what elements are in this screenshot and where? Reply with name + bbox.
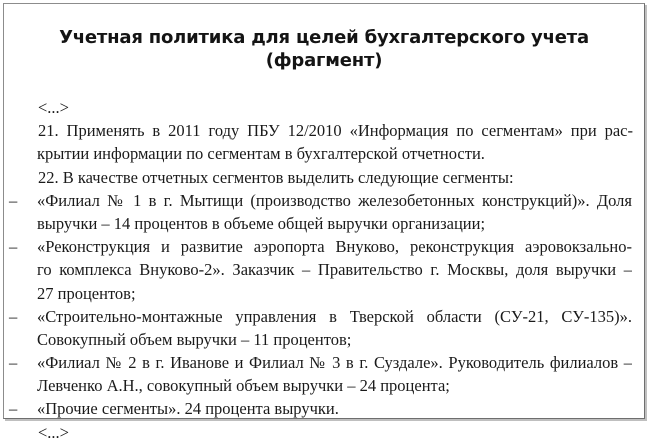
list-item-3-line-1: – «Строительно-монтажные управления в Тверской области (СУ-21, СУ-135)». xyxy=(4,305,646,328)
ellipsis-top: <...> xyxy=(38,98,69,117)
list-item-3-line-2: Совокупный объем выручки – 11 процентов; xyxy=(37,329,352,349)
list-dash: – xyxy=(9,237,18,257)
list-item-2-line-1: – «Реконструкция и развитие аэропорта Внуково, реконструкция аэровокзально- xyxy=(4,235,646,258)
list-item-1-line-2: выручки – 14 процентов в объеме общей выручки организации; xyxy=(37,213,486,233)
paragraph-22: 22. В качестве отчетных сегментов выделить следующие сегменты: xyxy=(38,167,514,187)
list-item-2-line-2: го комплекса Внуково-2». Заказчик – Правительство г. Москвы, доля выручки – xyxy=(37,260,632,280)
document-title xyxy=(4,26,644,72)
list-dash: – xyxy=(9,190,18,210)
list-item-5: – «Прочие сегменты». 24 процента выручки. xyxy=(4,397,646,420)
list-item-4-line-1: – «Филиал № 2 в г. Иванове и Филиал № 3 в г. Суздале». Руководитель филиалов – xyxy=(4,351,646,374)
document-body xyxy=(4,96,646,444)
list-item-1-line-1: – «Филиал № 1 в г. Мытищи (производство железобетонных конструкций)». Доля xyxy=(4,189,646,212)
list-dash: – xyxy=(9,399,18,419)
list-item-2-line-3: 27 процентов; xyxy=(37,283,136,303)
paragraph-21-line-1: 21. Применять в 2011 году ПБУ 12/2010 «Информация по сегментам» при рас- xyxy=(38,121,633,141)
title-line-2: (фрагмент) xyxy=(265,50,383,71)
title-line-1: Учетная политика для целей бухгалтерского учета xyxy=(59,27,589,48)
list-dash: – xyxy=(9,306,18,326)
list-dash: – xyxy=(9,353,18,373)
document-frame xyxy=(3,3,645,442)
ellipsis-bottom: <...> xyxy=(38,422,69,442)
paragraph-21-line-2: крытии информации по сегментам в бухгалтерской отчетности. xyxy=(37,144,485,164)
list-item-4-line-2: Левченко А.Н., совокупный объем выручки – 24 процента; xyxy=(37,376,450,396)
